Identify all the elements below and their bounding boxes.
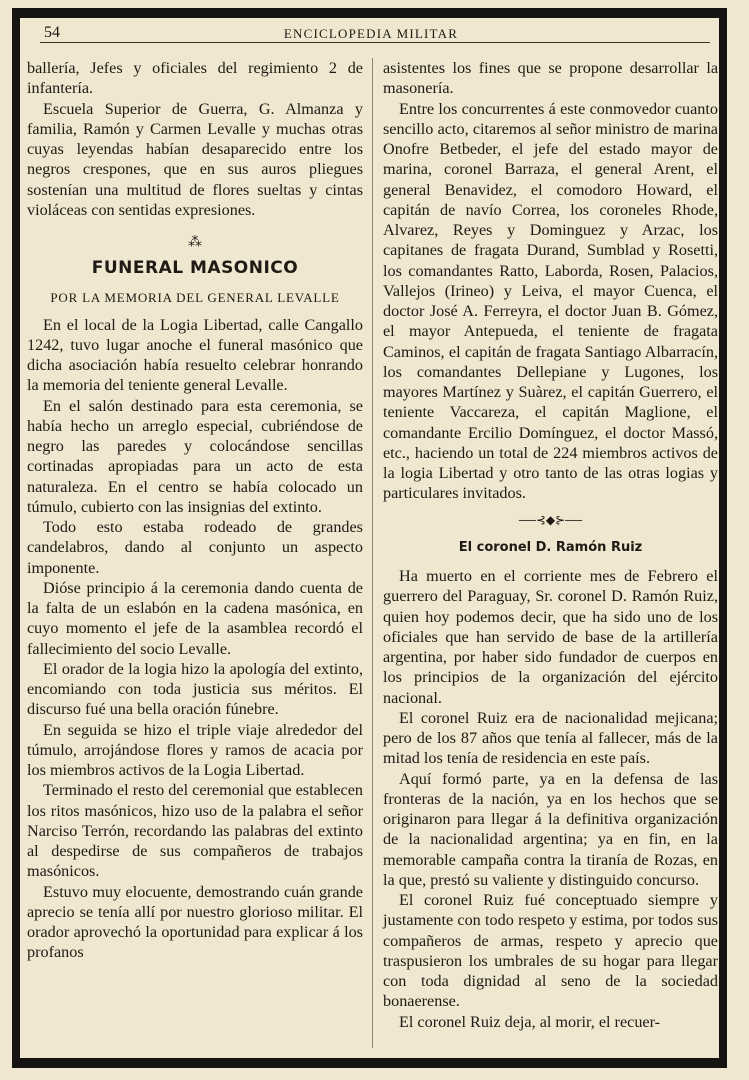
article-paragraph: El orador de la logia hizo la apología del extinto, encomiando con toda justicia sus méritos. El discurso fué una bella oración fúnebre.	[27, 659, 363, 719]
right-column	[383, 58, 718, 1032]
page-border-right	[719, 8, 727, 1068]
column-divider	[372, 58, 373, 1048]
article-paragraph: Terminado el resto del ceremonial que establecen los ritos masónicos, hizo uso de la palabra el señor Narciso Terrón, recordando las palabras del extinto al despedirse de sus compañeros de trabajos masónicos.	[27, 781, 363, 881]
article-paragraph: En el local de la Logia Libertad, calle Cangallo 1242, tuvo lugar anoche el funeral masónico que dicha asociación había resuelto celebrar honrando la memoria del teniente general Levalle.	[27, 315, 363, 395]
article-paragraph: Ha muerto en el corriente mes de Febrero el guerrero del Paraguay, Sr. coronel D. Ramón Ruiz, quien hoy podemos decir, que ha sido uno de los oficiales que han servido de base de la artillería argentina, por haber sido fundador de cuerpos en los principios de la organización del ejército nacional.	[383, 567, 718, 707]
article-paragraph: El coronel Ruiz deja, al morir, el recuer-	[399, 1012, 661, 1031]
continued-paragraph: asistentes los fines que se propone desarrollar la masonería.	[383, 59, 718, 98]
page-border-bottom	[12, 1058, 727, 1068]
continued-paragraph: Entre los concurrentes á este conmovedor cuanto sencillo acto, citaremos al señor ministro de marina Onofre Betbeder, el jefe del estado mayor de marina, coronel Barraza, el general Arent, el general Benavidez, el comodoro Howard, el capitán de navío Correa, los coroneles Rhode, Alvarez, Reyes y Dominguez y Arzac, los capitanes de fragata Durand, Sumblad y Rosetti, los comandantes Ratto, Laborda, Rosen, Palacios, Vallejos (Irineo) y Leiva, el mayor Cuenca, el doctor José A. Ferreyra, el doctor Juan B. Gómez, el mayor Antepueda, el teniente de fragata Caminos, el capitán de fragata Santiago Albarracín, los comandantes Dellepiane y Lugones, los mayores Martínez y Suàrez, el capitán Guerrero, el teniente Vaccareza, el capitán Maglione, el comandante Ercilio Domínguez, el doctor Massó, etc., haciendo un total de 224 miembros activos de la logia Libertad y otro tanto de las otras logias y particulares invitados.	[383, 99, 718, 503]
article-paragraph: En seguida se hizo el triple viaje alrededor del túmulo, arrojándose flores y ramos de acacia por los miembros activos de la Logia Libertad.	[27, 720, 363, 779]
article-title: FUNERAL MASONICO	[91, 258, 299, 278]
article-paragraph: Estuvo muy elocuente, demostrando cuán grande aprecio se tenía allí por nuestro glorioso militar. El orador aprovechó la oportunidad para explicar á los profanos	[27, 882, 363, 962]
continued-paragraph: Escuela Superior de Guerra, G. Almanza y familia, Ramón y Carmen Levalle y muchas otras cuyas leyendas habían desaparecido entre los negros crespones, que en sus auros pliegues sostenían una multitud de flores sueltas y cintas violáceas con sentidas expresiones.	[27, 99, 363, 219]
page-border-left	[12, 8, 20, 1068]
article-paragraph: El coronel Ruiz fué conceptuado siempre y justamente con todo respeto y estima, por todos sus compañeros de armas, respeto y aprecio que traspusieron los umbrales de su hogar para llegar con toda dignidad al seno de la sociedad bonaerense.	[383, 891, 718, 1011]
article-paragraph: El coronel Ruiz era de nacionalidad mejicana; pero de los 87 años que tenía al fallecer, más de la mitad los tenía de residencia en este país.	[383, 708, 718, 768]
page-border-top	[12, 8, 727, 18]
journal-title: ENCICLOPEDIA MILITAR	[283, 26, 459, 41]
article-paragraph: Aquí formó parte, ya en la defensa de las fronteras de la nación, ya en los hechos que se originaron para llegar á la definitiva organización de la nacionalidad argentina; ya en fin, en la memorable campaña contra la tiranía de Rozas, en la que, prestó su valiente y distinguido concurso.	[383, 769, 718, 889]
article-paragraph: Todo esto estaba rodeado de grandes candelabros, dando al conjunto un aspecto imponente.	[27, 518, 363, 577]
section-divider-ornament: ──⊰◆⊱──	[518, 512, 583, 527]
page-number: 54	[44, 24, 60, 41]
header-rule	[40, 42, 710, 43]
article-paragraph: Dióse principio á la ceremonia dando cuenta de la falta de un eslabón en la cadena masónica, en cuyo momento el jefe de la asamblea recordó el fallecimiento del socio Levalle.	[27, 578, 363, 658]
article-title: El coronel D. Ramón Ruiz	[458, 539, 643, 555]
article-subtitle: POR LA MEMORIA DEL GENERAL LEVALLE	[50, 290, 340, 306]
asterism-ornament: ⁂	[188, 235, 202, 250]
continued-paragraph: ballería, Jefes y oficiales del regimiento 2 de infantería.	[27, 59, 363, 98]
article-paragraph: En el salón destinado para esta ceremonia, se había hecho un arreglo especial, cubriéndose de negro las paredes y colocándose sencillas cortinadas apropiadas para un acto de esta naturaleza. En el centro se había colocado un túmulo, cubierto con las insignias del extinto.	[27, 396, 363, 516]
left-column	[27, 58, 363, 963]
